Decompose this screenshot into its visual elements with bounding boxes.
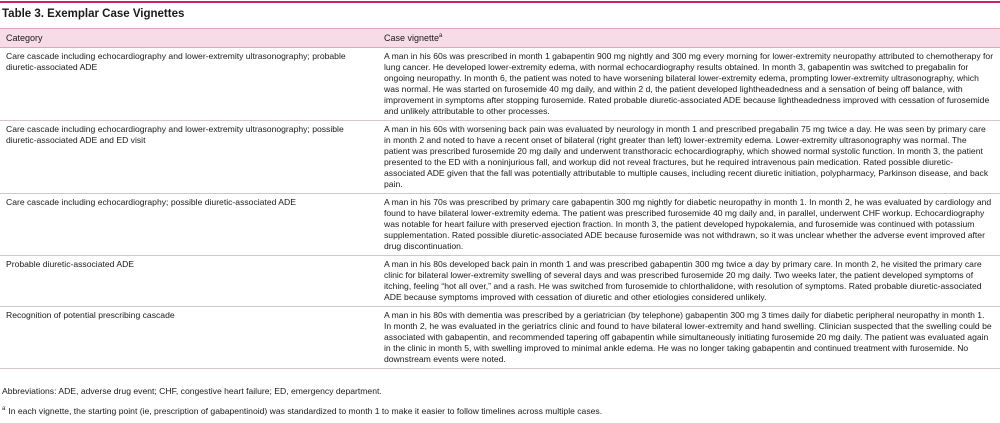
abbreviations-note: Abbreviations: ADE, adverse drug event; CHF, congestive heart failure; ED, emergency department. [2, 386, 382, 396]
header-vignette-footnote-marker: a [439, 33, 443, 39]
table-row [0, 121, 1000, 194]
row-category: Recognition of potential prescribing cascade [0, 307, 378, 369]
table-row [0, 194, 1000, 256]
header-row [0, 29, 1000, 48]
header-vignette [378, 29, 1000, 48]
table-footnotes [2, 385, 998, 423]
row-category: Probable diuretic-associated ADE [0, 256, 378, 307]
header-vignette-label: Case vignette [384, 33, 440, 43]
table-row [0, 256, 1000, 307]
row-vignette: A man in his 80s developed back pain in month 1 and was prescribed gabapentin 300 mg twice a day by primary care. In month 2, he visited the primary care clinic for bilateral lower-extremity swelling of several days and was prescribed furosemide 20 mg daily. Two weeks later, the patient developed symptoms of itching, feeling “hot all over,” and a rash. He was switched from furosemide to chlorthalidone, with resolution of symptoms. Rated probable diuretic-associated ADE because symptoms improved with cessation of diuretic and other etiologies considered unlikely. [378, 256, 1000, 307]
header-category: Category [0, 29, 378, 48]
table-title: Table 3. Exemplar Case Vignettes [2, 8, 185, 20]
row-category: Care cascade including echocardiography and lower-extremity ultrasonography; possible diuretic-associated ADE and ED visit [0, 121, 378, 194]
row-vignette: A man in his 60s was prescribed in month 1 gabapentin 900 mg nightly and 300 mg every morning for lower-extremity neuropathy attributed to chemotherapy for lung cancer. He developed lower-extremity edema, with normal echocardiography results obtained. In month 3, gabapentin was switched to pregabalin for ongoing neuropathy. In month 6, the patient was noted to have worsening bilateral lower-extremity edema, prompting lower-extremity ultrasonography, which was normal. He was started on furosemide 40 mg daily, and within 2 d, the patient developed lightheadedness and a sensation of being off balance, with improvement in symptoms after stopping furosemide. Rated probable diuretic-associated ADE because lightheadedness improved with cessation of furosemide and unlikely attributable to other processes. [378, 48, 1000, 121]
footnote-marker: a [2, 406, 6, 412]
row-category: Care cascade including echocardiography and lower-extremity ultrasonography; probable diuretic-associated ADE [0, 48, 378, 121]
row-vignette: A man in his 70s was prescribed by primary care gabapentin 300 mg nightly for diabetic neuropathy in month 1. In month 2, he was evaluated by cardiology and found to have bilateral lower-extremity edema. The patient was prescribed furosemide 40 mg daily and, in parallel, underwent CHF workup. Echocardiography was notable for heart failure with preserved ejection fraction. In month 3, the patient developed hypokalemia, and furosemide was continued with potassium supplementation. Rated possible diuretic-associated ADE because furosemide was not withdrawn, so it was unclear whether the adverse event improved after drug discontinuation. [378, 194, 1000, 256]
footnote-text: In each vignette, the starting point (ie, prescription of gabapentinoid) was standardized to month 1 to make it easier to follow timelines across multiple cases. [8, 405, 603, 416]
table-row [0, 307, 1000, 369]
row-vignette: A man in his 60s with worsening back pain was evaluated by neurology in month 1 and prescribed pregabalin 75 mg twice a day. He was seen by primary care in month 2 and noted to have a recent onset of bilateral (right greater than left) lower-extremity edema. Lower-extremity ultrasonography was normal. The patient was prescribed furosemide 20 mg daily and underwent transthoracic echocardiography, which showed normal systolic function. In month 3, the patient presented to the ED with a noninjurious fall, and workup did not reveal fractures, but he required intravenous pain medication. Rated possible diuretic-associated ADE given that the fall was potentially attributable to multiple causes, including recent diuretic initiation, polypharmacy, Parkinson disease, and back pain. [378, 121, 1000, 194]
table-row [0, 48, 1000, 121]
footnote-a [2, 403, 998, 417]
top-accent-rule [0, 1, 1000, 3]
case-vignette-table [0, 28, 1000, 369]
row-category: Care cascade including echocardiography; possible diuretic-associated ADE [0, 194, 378, 256]
row-vignette: A man in his 80s with dementia was prescribed by a geriatrician (by telephone) gabapentin 300 mg 3 times daily for diabetic peripheral neuropathy in month 1. In month 2, he was evaluated in the geriatrics clinic and found to have bilateral lower-extremity and hand swelling. Clinician suspected that the swelling could be associated with gabapentin, and recommended tapering off gabapentin while simultaneously initiating furosemide 20 mg daily. The patient was evaluated again in the clinic in month 5, with swelling improved to minimal ankle edema. He was no longer taking gabapentin and continued treatment with furosemide. No downstream events were noted. [378, 307, 1000, 369]
